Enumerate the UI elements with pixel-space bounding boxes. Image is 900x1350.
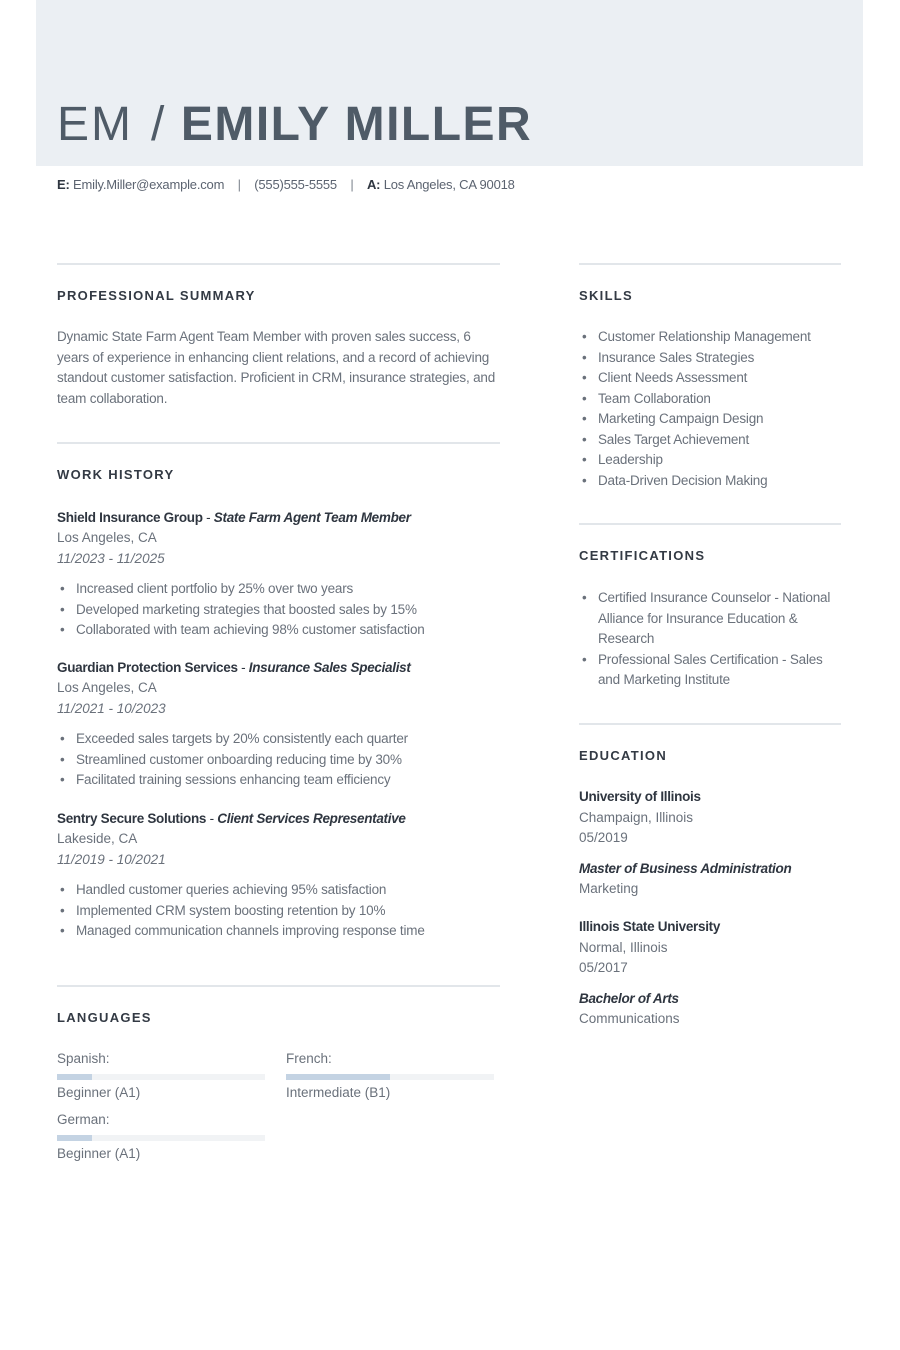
languages-title: LANGUAGES xyxy=(57,1010,152,1025)
job-bullet: • Handled customer queries achieving 95% satisfaction xyxy=(57,880,497,901)
education-school: University of Illinois xyxy=(579,789,701,804)
skill-item: • Data-Driven Decision Making xyxy=(579,471,841,492)
job-entry xyxy=(57,508,497,641)
job-dates: 11/2023 - 11/2025 xyxy=(57,550,165,566)
language-level-fill xyxy=(57,1135,92,1141)
language-name: German: xyxy=(57,1112,110,1127)
language-level-fill xyxy=(286,1074,390,1080)
certification-item: • Certified Insurance Counselor - National Alliance for Insurance Education & Research xyxy=(579,588,841,650)
contact-separator: | xyxy=(350,177,354,192)
education-location: Champaign, Illinois xyxy=(579,809,694,825)
language-level: Beginner (A1) xyxy=(57,1085,141,1100)
section-divider xyxy=(579,263,841,265)
language-level-fill xyxy=(57,1074,92,1080)
skills-list xyxy=(579,327,841,491)
language-item xyxy=(286,1050,494,1103)
email-label: E: xyxy=(57,177,70,192)
job-location: Lakeside, CA xyxy=(57,831,138,846)
language-level-bar xyxy=(57,1135,265,1141)
job-bullets xyxy=(57,880,497,942)
phone-value: (555)555-5555 xyxy=(254,177,337,192)
job-bullet: • Implemented CRM system boosting retention by 10% xyxy=(57,901,497,922)
certification-item: • Professional Sales Certification - Sales and Marketing Institute xyxy=(579,650,841,691)
skill-item: • Team Collaboration xyxy=(579,389,841,410)
skill-item: • Sales Target Achievement xyxy=(579,430,841,451)
skill-item: • Marketing Campaign Design xyxy=(579,409,841,430)
job-heading xyxy=(57,508,497,528)
job-location: Los Angeles, CA xyxy=(57,680,157,695)
language-level: Intermediate (B1) xyxy=(286,1085,391,1100)
skills-title: SKILLS xyxy=(579,288,634,303)
skill-item: • Leadership xyxy=(579,450,841,471)
email-value: Emily.Miller@example.com xyxy=(73,177,225,192)
job-bullet: • Streamlined customer onboarding reducing time by 30% xyxy=(57,750,497,771)
education-school: Illinois State University xyxy=(579,919,721,934)
job-bullets xyxy=(57,579,497,641)
education-title: EDUCATION xyxy=(579,748,668,763)
job-entry xyxy=(57,809,497,942)
language-name: Spanish: xyxy=(57,1051,110,1066)
language-item xyxy=(57,1111,265,1164)
job-dash: - xyxy=(206,811,218,826)
address-label: A: xyxy=(366,177,381,192)
job-role: Insurance Sales Specialist xyxy=(248,660,411,675)
job-bullet: • Developed marketing strategies that boosted sales by 15% xyxy=(57,600,497,621)
job-heading xyxy=(57,809,497,829)
job-dash: - xyxy=(202,510,214,525)
skill-item: • Client Needs Assessment xyxy=(579,368,841,389)
job-company: Guardian Protection Services xyxy=(57,660,238,675)
skill-item: • Insurance Sales Strategies xyxy=(579,348,841,369)
education-entry xyxy=(579,917,841,1030)
education-entry xyxy=(579,787,841,900)
job-bullets xyxy=(57,729,497,791)
job-bullet: • Facilitated training sessions enhancing team efficiency xyxy=(57,770,497,791)
education-location: Normal, Illinois xyxy=(579,939,668,955)
job-dates: 11/2019 - 10/2021 xyxy=(57,851,166,867)
section-divider xyxy=(57,442,500,444)
address-value: Los Angeles, CA 90018 xyxy=(383,177,515,192)
job-dates: 11/2021 - 10/2023 xyxy=(57,700,166,716)
full-name: EMILY MILLER xyxy=(180,98,533,151)
language-name: French: xyxy=(286,1051,332,1066)
skill-item: • Customer Relationship Management xyxy=(579,327,841,348)
education-date: 05/2017 xyxy=(579,960,628,975)
name-heading xyxy=(57,96,532,154)
education-degree: Bachelor of Arts xyxy=(579,990,679,1006)
job-location: Los Angeles, CA xyxy=(57,530,157,545)
job-role: Client Services Representative xyxy=(217,811,406,826)
name-initials: EM xyxy=(57,98,133,151)
job-bullet: • Increased client portfolio by 25% over two years xyxy=(57,579,497,600)
job-dash: - xyxy=(237,660,249,675)
job-bullet: • Collaborated with team achieving 98% customer satisfaction xyxy=(57,620,497,641)
job-bullet: • Exceeded sales targets by 20% consistently each quarter xyxy=(57,729,497,750)
education-date: 05/2019 xyxy=(579,830,628,845)
language-item xyxy=(57,1050,265,1103)
section-divider xyxy=(57,985,500,987)
section-divider xyxy=(579,723,841,725)
job-entry xyxy=(57,658,497,791)
certifications-list xyxy=(579,588,841,691)
job-bullet: • Managed communication channels improving response time xyxy=(57,921,497,942)
name-slash: / xyxy=(151,98,165,151)
section-divider xyxy=(579,523,841,525)
education-field: Marketing xyxy=(579,881,639,896)
contact-separator: | xyxy=(237,177,241,192)
job-company: Shield Insurance Group xyxy=(57,510,203,525)
summary-text: Dynamic State Farm Agent Team Member with proven sales success, 6 years of experience in enhancing client relations, and a record of achieving standout customer satisfaction. Proficient in CRM, insurance strategies, and team collaboration. xyxy=(57,329,496,406)
work-history-title: WORK HISTORY xyxy=(57,467,175,482)
education-field: Communications xyxy=(579,1011,680,1026)
section-divider xyxy=(57,263,500,265)
job-heading xyxy=(57,658,497,678)
education-degree: Master of Business Administration xyxy=(579,860,792,876)
job-role: State Farm Agent Team Member xyxy=(213,510,411,525)
certifications-title: CERTIFICATIONS xyxy=(579,548,706,563)
language-level-bar xyxy=(286,1074,494,1080)
job-company: Sentry Secure Solutions xyxy=(57,811,207,826)
summary-title: PROFESSIONAL SUMMARY xyxy=(57,288,256,303)
language-level-bar xyxy=(57,1074,265,1080)
language-level: Beginner (A1) xyxy=(57,1146,141,1161)
contact-line xyxy=(57,176,515,194)
